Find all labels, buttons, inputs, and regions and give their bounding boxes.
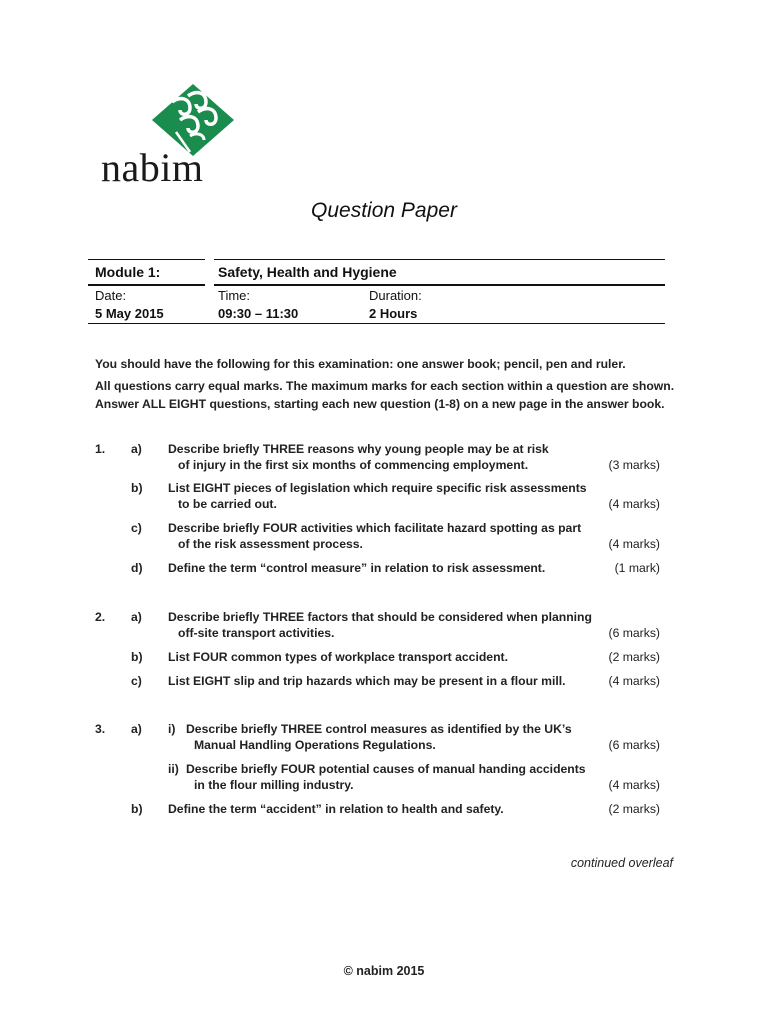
date-label: Date: xyxy=(95,288,127,303)
logo-wordmark: nabim xyxy=(101,145,204,190)
instruction-line: You should have the following for this examination: one answer book; pencil, pen and ruler. xyxy=(95,357,626,371)
question-text: Describe briefly THREE factors that should be considered when planning xyxy=(168,610,592,624)
question-text: Define the term “control measure” in relation to risk assessment. xyxy=(168,561,546,575)
question-text: Describe briefly FOUR potential causes of manual handing accidents xyxy=(186,762,586,776)
marks: (4 marks) xyxy=(608,778,660,792)
part-label: b) xyxy=(131,650,143,664)
module-name: Safety, Health and Hygiene xyxy=(218,264,397,280)
question-text: off-site transport activities. xyxy=(178,626,335,640)
question-text: Describe briefly FOUR activities which facilitate hazard spotting as part xyxy=(168,521,582,535)
time-label: Time: xyxy=(218,288,251,303)
part-label: a) xyxy=(131,442,142,456)
time-value: 09:30 – 11:30 xyxy=(218,306,299,321)
question-text: of injury in the first six months of commencing employment. xyxy=(178,458,529,472)
part-label: c) xyxy=(131,521,142,535)
part-label: a) xyxy=(131,722,142,736)
sub-part-label: ii) xyxy=(168,762,179,776)
marks: (4 marks) xyxy=(608,674,660,688)
marks: (6 marks) xyxy=(608,626,660,640)
header-mid-rule-left xyxy=(88,284,205,286)
instruction-line: All questions carry equal marks. The maximum marks for each section within a question are shown. xyxy=(95,379,675,393)
duration-value: 2 Hours xyxy=(369,306,418,321)
header-bottom-rule xyxy=(88,323,665,324)
marks: (2 marks) xyxy=(608,802,660,816)
part-label: b) xyxy=(131,802,143,816)
marks: (2 marks) xyxy=(608,650,660,664)
question-number: 1. xyxy=(95,442,106,456)
page-title: Question Paper xyxy=(311,199,457,222)
marks: (6 marks) xyxy=(608,738,660,752)
marks: (1 mark) xyxy=(614,561,660,575)
question-text: List EIGHT slip and trip hazards which may be present in a flour mill. xyxy=(168,674,566,688)
header-top-rule-right xyxy=(214,259,665,260)
part-label: a) xyxy=(131,610,142,624)
question-text: List FOUR common types of workplace transport accident. xyxy=(168,650,508,664)
part-label: c) xyxy=(131,674,142,688)
module-label: Module 1: xyxy=(95,264,161,280)
date-value: 5 May 2015 xyxy=(95,306,164,321)
continued-note: continued overleaf xyxy=(570,856,673,870)
question-text: in the flour milling industry. xyxy=(194,778,354,792)
instruction-line: Answer ALL EIGHT questions, starting each new question (1-8) on a new page in the answer book. xyxy=(95,397,665,411)
part-label: b) xyxy=(131,481,143,495)
header-top-rule-left xyxy=(88,259,205,260)
header-mid-rule-right xyxy=(214,284,665,286)
question-number: 3. xyxy=(95,722,106,736)
duration-label: Duration: xyxy=(369,288,422,303)
question-text: Define the term “accident” in relation to health and safety. xyxy=(168,802,504,816)
part-label: d) xyxy=(131,561,143,575)
copyright-footer: © nabim 2015 xyxy=(343,964,425,978)
question-text: Manual Handling Operations Regulations. xyxy=(194,738,436,752)
question-text: Describe briefly THREE reasons why young people may be at risk xyxy=(168,442,549,456)
marks: (3 marks) xyxy=(608,458,660,472)
question-text: to be carried out. xyxy=(178,497,277,511)
question-number: 2. xyxy=(95,610,106,624)
question-text: of the risk assessment process. xyxy=(178,537,363,551)
marks: (4 marks) xyxy=(608,537,660,551)
question-text: List EIGHT pieces of legislation which require specific risk assessments xyxy=(168,481,587,495)
sub-part-label: i) xyxy=(168,722,176,736)
question-text: Describe briefly THREE control measures as identified by the UK’s xyxy=(186,722,572,736)
marks: (4 marks) xyxy=(608,497,660,511)
